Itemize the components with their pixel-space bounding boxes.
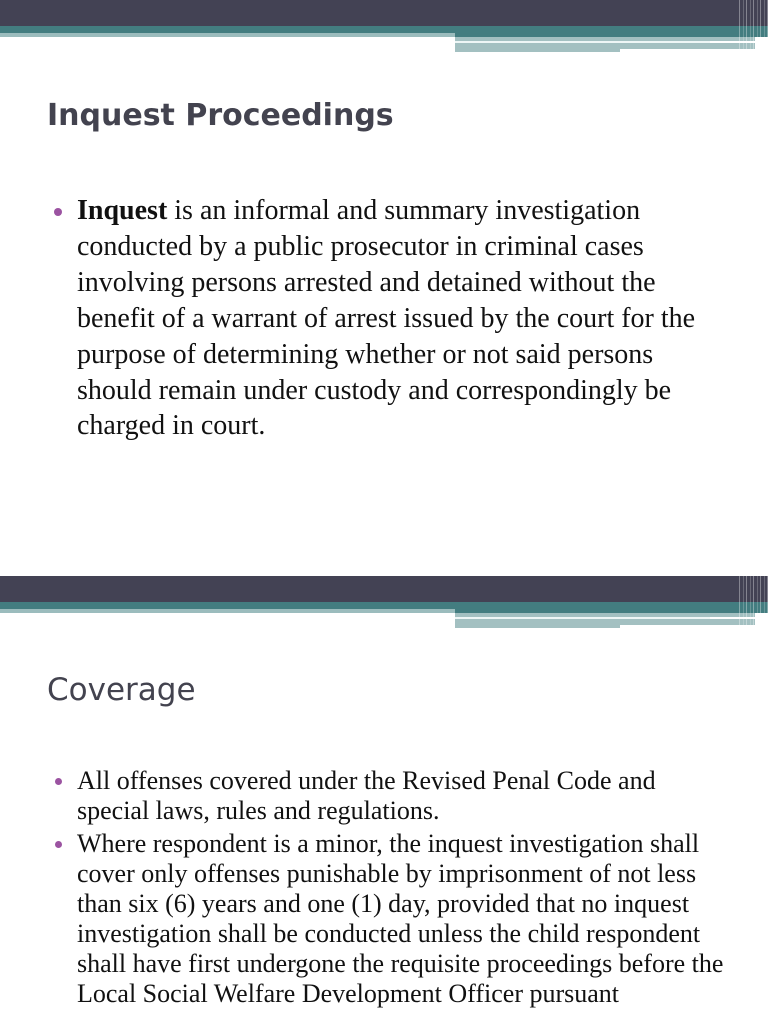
bullet-item [53,829,733,1009]
bullet-item [53,193,733,444]
bullet-list [53,766,733,1012]
defined-term: Inquest [77,195,168,226]
bullet-text: Where respondent is a minor, the inquest investigation shall cover only offenses punishable by imprisonment of not less than six (6) years and one (1) day, provided that no inquest investigation shall be conducted unless the child respondent shall have first undergone the requisite proceedings before the Local Social Welfare Development Officer pursuant [77,829,724,1008]
header-bar-accent [0,609,455,613]
header-bar-dark-band [0,0,768,26]
header-bar-stripes [739,576,768,628]
header-bar-stripes [739,0,768,52]
slide-title: Inquest Proceedings [47,98,394,133]
header-bar-dark-band [0,576,768,602]
bullet-text: is an informal and summary investigation conducted by a public prosecutor in criminal cases involving persons arrested and detained without the benefit of a warrant of arrest issued by the court for the purpose of determining whether or not said persons should remain under custody and correspondingly be charged in court. [77,195,696,442]
header-bar-teal-band [0,602,768,609]
bullet-item [53,766,733,826]
header-bar-accent [455,49,620,52]
bullet-dot-icon [55,778,62,785]
slide-coverage [0,576,768,1024]
header-bar-accent [0,33,455,37]
header-bar-accent [455,625,620,628]
slide-title: Coverage [47,672,196,708]
slide-header-bar [0,0,768,54]
bullet-dot-icon [55,841,62,848]
header-bar-teal-band [0,26,768,33]
bullet-list [53,193,733,444]
bullet-text: All offenses covered under the Revised Penal Code and special laws, rules and regulations. [77,766,656,825]
bullet-dot-icon [54,208,62,216]
slide-header-bar [0,576,768,630]
